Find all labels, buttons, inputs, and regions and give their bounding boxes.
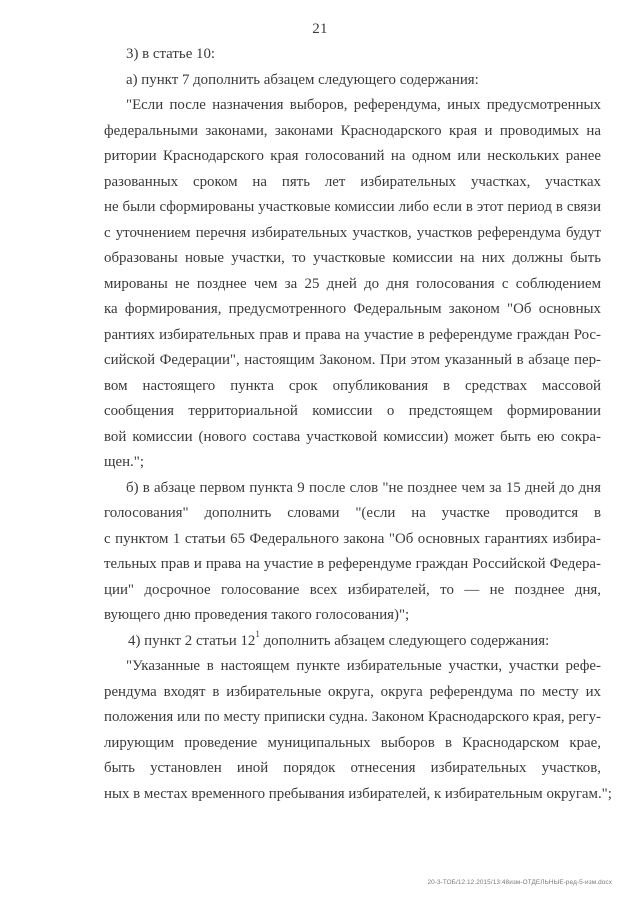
text-line: не были сформированы участковые комиссии либо если в этот период в связи [104,199,601,215]
text-line: сообщения территориальной комиссии о предстоящем формировании [104,403,601,419]
text-line: вующего дню проведения такого голосования)"; [104,607,410,623]
text-line: ции" досрочное голосование всех избирателей, то — не позднее дня, [104,581,601,598]
text-line: лирующим проведение муниципальных выборов в Краснодарском крае, [104,734,601,751]
text-line: б) в абзаце первом пункта 9 после слов "не позднее чем за 15 дней до дня [126,479,601,496]
text-line: ка формирования, предусмотренного Федеральным законом "Об основных [104,301,601,317]
footer-file-stamp: 20-3-ТОБ/12.12.2015/13:48изм-ОТДЕЛЬНЫЕ-ред-5-изм.docx [427,879,612,886]
text-line: "Если после назначения выборов, референдума, иных предусмотренных [126,97,601,113]
article-superscript: 1 [255,628,260,639]
text-line: с пунктом 1 статьи 65 Федерального закона "Об основных гарантиях избира- [104,530,601,547]
text-line: тельных прав и права на участие в референдуме граждан Российской Федера- [104,556,601,572]
text-line: положения или по месту приписки судна. Законом Краснодарского края, регу- [104,709,601,725]
text-line: сийской Федерации", настоящим Законом. При этом указанный в абзаце пер- [104,352,601,368]
text-line: "Указанные в настоящем пункте избирательные участки, участки рефе- [126,658,601,674]
text-line: щен."; [104,454,144,470]
text-line: ритории Краснодарского края голосований на одном или нескольких ранее [104,148,601,164]
page-number: 21 [312,21,328,37]
text-line: быть установлен иной порядок отнесения избирательных участков, [104,760,601,776]
subitem-b-paragraph [104,476,601,629]
quote-paragraph-2 [104,654,612,807]
text-line: разованных сроком на пять лет избирательных участках, участках [104,173,601,190]
text-line: мированы не позднее чем за 25 дней до дня голосования с соблюдением [104,275,601,292]
text-line: с уточнением перечня избирательных участков, участков референдума будут [104,224,601,241]
text-line: рендума входят в избирательные округа, округа референдума по месту их [104,683,601,700]
item-4-text: 4) пункт 2 статьи 12 [128,632,256,649]
subitem-a-heading: а) пункт 7 дополнить абзацем следующего содержания: [126,71,479,88]
text-line: вом настоящего пункта срок опубликования в средствах массовой [104,377,601,394]
text-line: образованы новые участки, то участковые комиссии на них должны быть [104,250,601,266]
text-line: ных в местах временного пребывания избирателей, к избирательным округам."; [104,785,612,802]
item-3-heading: 3) в статье 10: [126,46,216,62]
item-4-heading [104,629,601,655]
text-line: вой комиссии (нового состава участковой комиссии) может быть ею сокра- [104,428,601,445]
document-body [104,42,612,807]
text-line: голосования" дополнить словами "(если на участке проводится в [104,505,601,521]
quote-paragraph-1 [104,93,601,476]
text-line: федеральными законами, законами Краснодарского края и проводимых на [104,122,601,139]
item-4-text-rest: дополнить абзацем следующего содержания: [259,632,550,649]
text-line: рантиях избирательных прав и права на участие в референдуме граждан Рос- [104,326,601,343]
